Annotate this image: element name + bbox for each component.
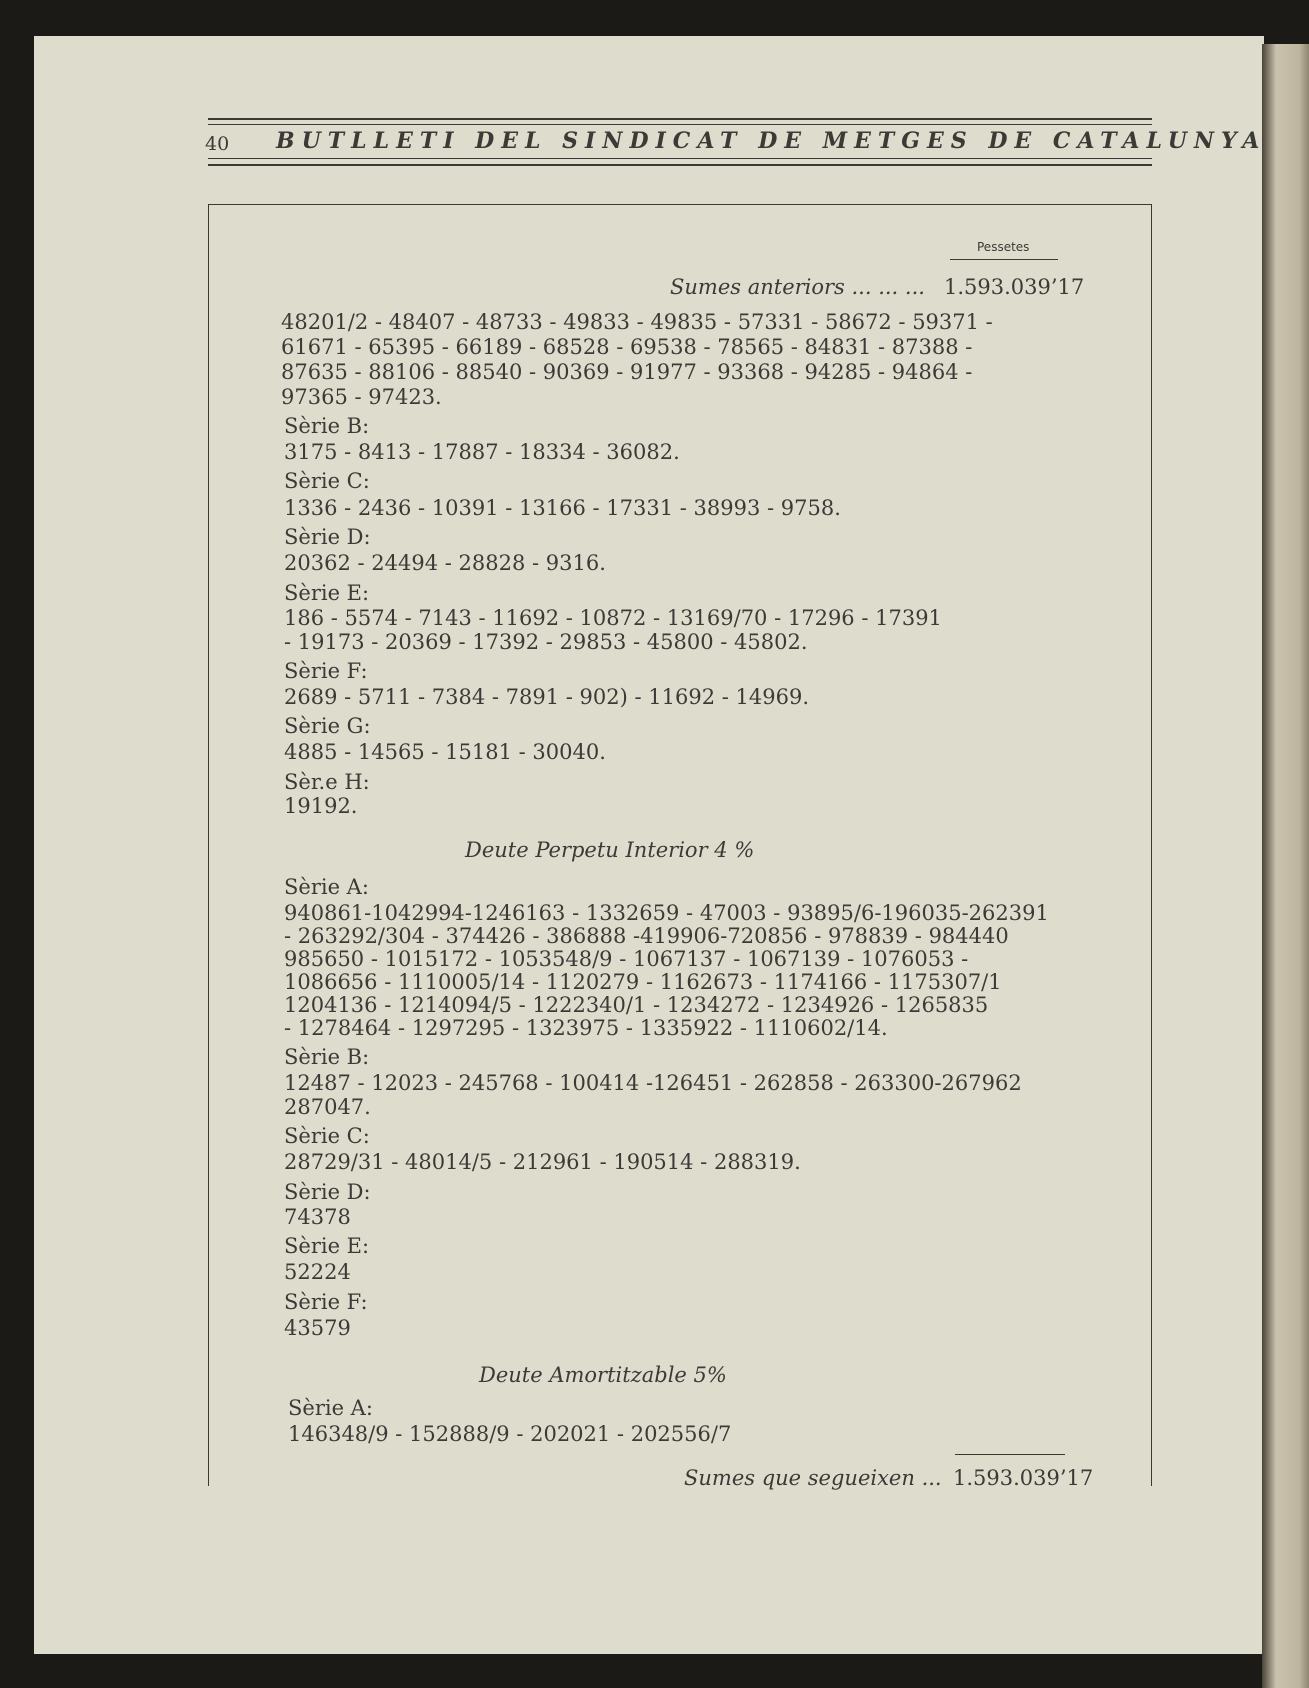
header-rule-bottom-2 <box>208 164 1152 166</box>
header-rule-top <box>208 118 1152 120</box>
series-heading: Sèrie F: <box>284 1290 368 1314</box>
number-line: 48201/2 - 48407 - 48733 - 49833 - 49835 - 57331 - 58672 - 59371 - <box>281 310 993 334</box>
number-line: 3175 - 8413 - 17887 - 18334 - 36082. <box>284 440 680 464</box>
number-line: 1086656 - 1110005/14 - 1120279 - 1162673 - 1174166 - 1175307/1 <box>284 970 1002 994</box>
number-line: 74378 <box>284 1205 351 1229</box>
carried-over-label: Sumes que segueixen ... <box>684 1466 942 1490</box>
series-heading: Sèrie B: <box>284 1045 370 1069</box>
section-heading: Deute Perpetu Interior 4 % <box>465 838 755 862</box>
number-line: 1336 - 2436 - 10391 - 13166 - 17331 - 38993 - 9758. <box>284 496 841 520</box>
header-rule-top-2 <box>208 124 1152 125</box>
number-line: 43579 <box>284 1316 351 1340</box>
series-heading: Sèrie D: <box>284 1180 371 1204</box>
series-heading: Sèrie E: <box>284 581 370 605</box>
total-rule <box>955 1454 1065 1455</box>
currency-heading: Pessetes <box>977 240 1030 254</box>
number-line: 1204136 - 1214094/5 - 1222340/1 - 1234272 - 1234926 - 1265835 <box>284 993 989 1017</box>
currency-underline <box>950 259 1058 260</box>
number-line: 97365 - 97423. <box>281 385 442 409</box>
carried-forward-label: Sumes anteriors ... ... ... <box>670 275 925 299</box>
series-heading: Sèrie A: <box>284 875 369 899</box>
section-heading: Deute Amortitzable 5% <box>479 1363 727 1387</box>
page-number: 40 <box>205 133 230 155</box>
running-title: BUTLLETI DEL SINDICAT DE METGES DE CATALUNYA <box>276 128 1267 154</box>
table-frame-top <box>208 204 1152 205</box>
number-line: 28729/31 - 48014/5 - 212961 - 190514 - 288319. <box>284 1150 801 1174</box>
table-frame-right <box>1151 204 1152 1486</box>
number-line: 4885 - 14565 - 15181 - 30040. <box>284 740 606 764</box>
number-line: 940861-1042994-1246163 - 1332659 - 47003 - 93895/6-196035-262391 <box>284 901 1049 925</box>
series-heading: Sèrie G: <box>284 714 371 738</box>
series-heading: Sèrie C: <box>284 1124 370 1148</box>
book-spine <box>1262 44 1309 1688</box>
number-line: 12487 - 12023 - 245768 - 100414 -126451 - 262858 - 263300-267962 <box>284 1071 1022 1095</box>
number-line: 87635 - 88106 - 88540 - 90369 - 91977 - 93368 - 94285 - 94864 - <box>281 360 973 384</box>
number-line: 186 - 5574 - 7143 - 11692 - 10872 - 13169/70 - 17296 - 17391 <box>284 606 942 630</box>
number-line: 19192. <box>284 794 358 818</box>
series-heading: Sèrie E: <box>284 1234 370 1258</box>
header-rule-bottom <box>208 158 1152 159</box>
series-heading: Sèrie B: <box>284 414 370 438</box>
number-line: - 263292/304 - 374426 - 386888 -419906-720856 - 978839 - 984440 <box>284 924 1009 948</box>
number-line: 985650 - 1015172 - 1053548/9 - 1067137 - 1067139 - 1076053 - <box>284 947 969 971</box>
series-heading: Sèrie A: <box>288 1396 373 1420</box>
series-heading: Sèrie D: <box>284 525 371 549</box>
number-line: 61671 - 65395 - 66189 - 68528 - 69538 - 78565 - 84831 - 87388 - <box>281 335 973 359</box>
carried-forward-amount: 1.593.039’17 <box>944 275 1085 299</box>
number-line: 146348/9 - 152888/9 - 202021 - 202556/7 <box>288 1422 732 1446</box>
series-heading: Sèr.e H: <box>284 770 370 794</box>
carried-over-amount: 1.593.039’17 <box>953 1466 1094 1490</box>
number-line: - 1278464 - 1297295 - 1323975 - 1335922 - 1110602/14. <box>284 1016 888 1040</box>
number-line: 20362 - 24494 - 28828 - 9316. <box>284 551 606 575</box>
number-line: 2689 - 5711 - 7384 - 7891 - 902) - 11692 - 14969. <box>284 685 810 709</box>
table-frame-left <box>208 204 209 1486</box>
series-heading: Sèrie C: <box>284 469 370 493</box>
series-heading: Sèrie F: <box>284 659 368 683</box>
number-line: - 19173 - 20369 - 17392 - 29853 - 45800 - 45802. <box>284 630 808 654</box>
number-line: 287047. <box>284 1095 371 1119</box>
number-line: 52224 <box>284 1260 351 1284</box>
